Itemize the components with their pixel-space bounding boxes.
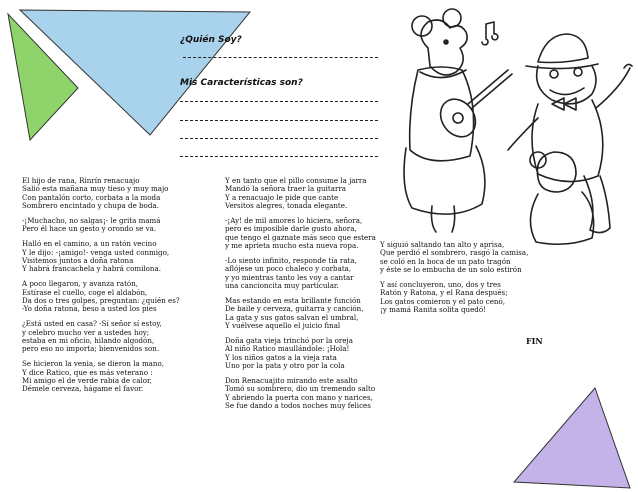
verse-line: Estírase el cuello, coge el aldabón, (22, 287, 148, 297)
verse-line: Doña gata vieja trinchó por la oreja (225, 336, 353, 346)
verse-line: Se hicieron la venia, se dieron la mano, (22, 359, 164, 369)
traits-question: Mis Características son? (180, 78, 303, 88)
verse-line: Y dice Ratico, que es más veterano : (22, 367, 153, 377)
frog-head (537, 66, 596, 104)
poem-column-1 (22, 177, 180, 400)
verse-line: Al niño Ratico maullándole: ¡Hola! (225, 344, 350, 354)
verse-line: -¡Muchacho, no salgas¡- le grita mamá (22, 216, 161, 226)
verse-line: ¿Está usted en casa? -Sí señor sí estoy, (22, 319, 162, 329)
purple-triangle (500, 370, 638, 493)
verse-line: se coló en la boca de un pato tragón (380, 256, 511, 266)
guitar-neck (468, 70, 512, 108)
verse-line: Mas estando en esta brillante función (225, 296, 361, 306)
answer-line-3 (180, 138, 378, 139)
frog-coat (532, 100, 603, 182)
frog-and-mice-musicians-drawing (388, 8, 636, 246)
verse-line: Sombrero encintado y chupa de boda. (22, 201, 159, 211)
verse-line: estaba en mi oficio, hilando algodón, (22, 336, 155, 346)
verse-line: Ratón y Ratona, y el Rana después; (380, 288, 508, 298)
mouse-skirt (404, 146, 485, 214)
frog-eye-right (574, 68, 582, 76)
verse-line: Y a renacuajo le pide que cante (225, 192, 339, 202)
verse-line: Y habrá francachela y habrá comilona. (22, 264, 161, 274)
verse-line: Démele cerveza, hágame el favor. (22, 384, 144, 394)
verse-line: Mandó la señora traer la guitarra (225, 184, 346, 194)
verse-line: Versitos alegres, tonada elegante. (225, 201, 348, 211)
verse-line: Y vuélvese aquello el juicio final (225, 321, 341, 331)
verse-line: Halló en el camino, a un ratón vecino (22, 239, 157, 249)
verse-line: pero eso no importa; bienvenidos son. (22, 344, 160, 354)
small-mouse-head (537, 152, 576, 192)
stanza (225, 257, 376, 291)
answer-line-1 (180, 101, 378, 102)
stanza (225, 177, 376, 211)
who-am-i-question: ¿Quién Soy? (180, 35, 242, 45)
mouse-eye (444, 40, 448, 44)
stanza (380, 241, 528, 275)
green-triangle (0, 0, 90, 150)
purple-triangle-shape (514, 388, 630, 488)
music-notes (482, 22, 498, 45)
verse-line: Y le dijo: -¡amigo!- venga usted conmigo, (22, 247, 170, 257)
mouse-dress (410, 67, 474, 161)
verse-line: y celebro mucho ver a ustedes hoy; (22, 327, 150, 337)
mouse-ear-right (443, 9, 461, 27)
frog-eye-left (550, 70, 558, 78)
answer-line-who (183, 57, 378, 58)
green-triangle-shape (8, 14, 78, 140)
verse-line: Tomó su sombrero, dio un tremendo salto (225, 384, 376, 394)
verse-line: El hijo de rana, Rinrín renacuajo (22, 176, 140, 185)
verse-line: Y en tanto que el pillo consume la jarra (225, 176, 367, 185)
verse-line: y me aprieta mucho esta nueva ropa. (225, 241, 359, 251)
stanza (22, 217, 180, 234)
verse-line: A poco llegaron, y avanza ratón, (22, 279, 139, 289)
verse-line: Los gatos comieron y el pato cenó, (380, 296, 505, 306)
frog-mouth (550, 88, 584, 95)
answer-line-2 (180, 120, 378, 121)
stanza (225, 297, 376, 331)
stanza (22, 360, 180, 394)
verse-line: ¡y mamá Ranita solita quedó! (380, 305, 486, 315)
stanza (22, 177, 180, 211)
verse-line: Y siguió saltando tan alto y aprisa, (380, 240, 505, 249)
verse-line: Con pantalón corto, corbata a la moda (22, 192, 161, 202)
stanza (380, 281, 528, 315)
guitar-hole (453, 113, 463, 123)
frog-hat (526, 34, 598, 69)
answer-line-4 (180, 156, 378, 157)
stanza (225, 217, 376, 251)
mouse-ear-left (412, 16, 432, 36)
mouse-leg (432, 206, 455, 232)
verse-line: Que perdió el sombrero, rasgó la camisa, (380, 248, 529, 258)
verse-line: Uno por la pata y otro por la cola (225, 361, 345, 371)
verse-line: Se fue dando a todos noches muy felices (225, 401, 371, 411)
verse-line: Y así concluyeron, uno, dos y tres (380, 280, 501, 290)
stanza (225, 377, 376, 411)
verse-line: -¡Ay! de mil amores lo hiciera, señora, (225, 216, 363, 226)
poem-column-2 (225, 177, 376, 417)
guitar-body (433, 92, 482, 143)
frog-legs (584, 176, 610, 233)
verse-line: y yo mientras tanto les voy a cantar (225, 272, 354, 282)
verse-line: Visitemos juntos a doña ratona (22, 256, 134, 266)
poem-column-3 (380, 241, 528, 321)
verse-line: Don Renacuajito mirando este asalto (225, 376, 358, 386)
verse-line: Pero él hace un gesto y orondo se va. (22, 224, 157, 234)
verse-line: Mi amigo el de verde rabia de calor, (22, 376, 152, 386)
frog-arm-down (508, 118, 538, 150)
verse-line: que tengo el gaznate más seco que estera (225, 232, 376, 242)
verse-line: una cancioncita muy particular. (225, 281, 339, 291)
verse-line: De baile y cerveza, guitarra y canción, (225, 304, 364, 314)
verse-line: aflójese un poco chaleco y corbata, (225, 264, 352, 274)
verse-line: Y los niños gatos a la vieja rata (225, 352, 337, 362)
verse-line: pero es imposible darle gusto ahora, (225, 224, 357, 234)
verse-line: Salió esta mañana muy tieso y muy majo (22, 184, 169, 194)
verse-line: -Yo doña ratona, beso a usted los pies (22, 304, 157, 314)
verse-line: -Lo siento infinito, responde tía rata, (225, 256, 357, 266)
stanza (225, 337, 376, 371)
verse-line: La gata y sus gatos salvan el umbral, (225, 312, 359, 322)
small-mouse-body (530, 192, 593, 244)
frog-arm-up (596, 64, 632, 108)
end-label: FIN (526, 336, 543, 346)
verse-line: Y abriendo la puerta con mano y narices, (225, 392, 373, 402)
stanza (22, 280, 180, 314)
verse-line: Da dos o tres golpes, preguntan: ¿quién es? (22, 296, 180, 306)
stanza (22, 240, 180, 274)
stanza (22, 320, 180, 354)
verse-line: y éste se lo embucha de un solo estirón (380, 265, 522, 275)
